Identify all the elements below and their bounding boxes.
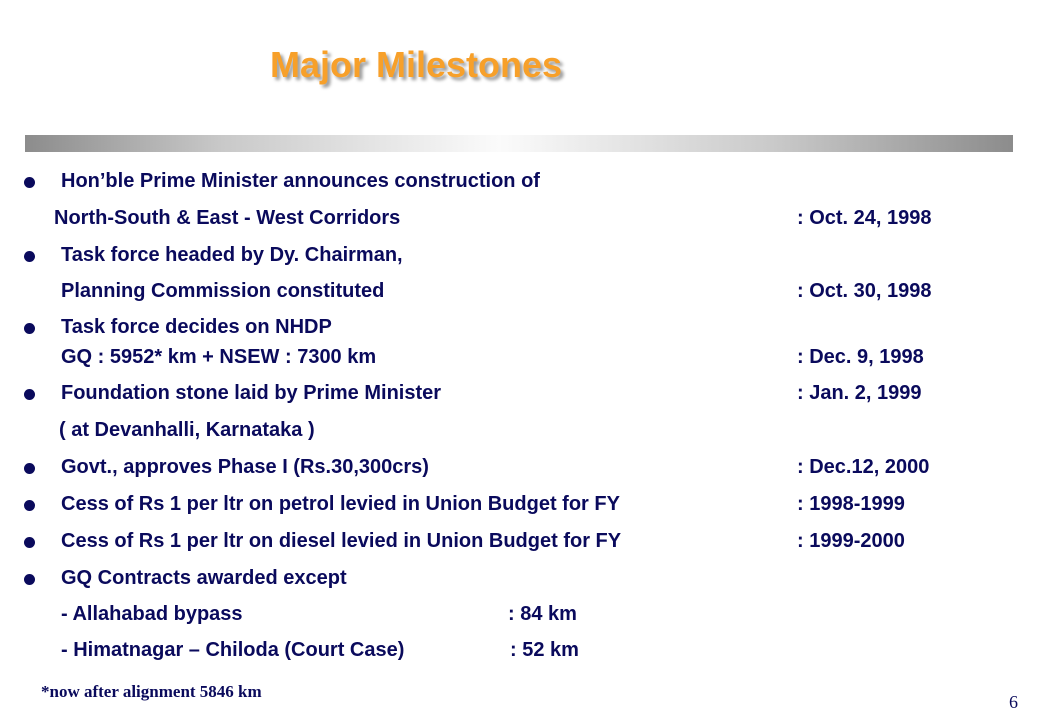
milestone-text: Cess of Rs 1 per ltr on petrol levied in Union Budget for FY bbox=[61, 493, 620, 515]
milestone-text: Foundation stone laid by Prime Minister bbox=[61, 382, 442, 404]
milestone-text: North-South & East - West Corridors bbox=[54, 207, 401, 229]
milestone-text: Task force decides on NHDP bbox=[61, 316, 332, 338]
milestone-row bbox=[0, 493, 1040, 517]
milestone-text: ( at Devanhalli, Karnataka ) bbox=[59, 419, 315, 441]
milestone-row bbox=[0, 456, 1040, 480]
milestone-text: GQ Contracts awarded except bbox=[61, 567, 347, 589]
bullet-icon bbox=[24, 574, 35, 585]
milestone-text: Planning Commission constituted bbox=[61, 280, 385, 302]
slide-title: Major Milestones bbox=[270, 44, 563, 85]
milestone-text: GQ : 5952* km + NSEW : 7300 km bbox=[61, 346, 377, 368]
milestone-row bbox=[0, 603, 1040, 627]
milestone-date: : Oct. 24, 1998 bbox=[797, 207, 932, 229]
milestone-text: - Himatnagar – Chiloda (Court Case) bbox=[61, 639, 405, 661]
milestone-date: : 1999-2000 bbox=[797, 530, 905, 552]
milestone-row bbox=[0, 316, 1040, 340]
milestone-row bbox=[0, 346, 1040, 370]
bullet-icon bbox=[24, 323, 35, 334]
milestone-row bbox=[0, 382, 1040, 406]
bullet-icon bbox=[24, 251, 35, 262]
bullet-icon bbox=[24, 537, 35, 548]
page-number: 6 bbox=[1009, 692, 1018, 712]
milestone-text: Govt., approves Phase I (Rs.30,300crs) bbox=[61, 456, 429, 478]
milestone-text: Task force headed by Dy. Chairman, bbox=[61, 244, 403, 266]
milestone-text: Cess of Rs 1 per ltr on diesel levied in Union Budget for FY bbox=[61, 530, 622, 552]
title-divider bbox=[25, 135, 1013, 152]
milestone-date: : Jan. 2, 1999 bbox=[797, 382, 922, 404]
bullet-icon bbox=[24, 500, 35, 511]
milestone-row bbox=[0, 280, 1040, 304]
bullet-icon bbox=[24, 463, 35, 474]
milestone-text: - Allahabad bypass bbox=[61, 603, 243, 625]
milestone-length: : 52 km bbox=[510, 639, 579, 661]
milestone-row bbox=[0, 419, 1040, 443]
bullet-icon bbox=[24, 177, 35, 188]
milestone-text: Hon’ble Prime Minister announces construction of bbox=[61, 170, 540, 192]
milestone-row bbox=[0, 244, 1040, 268]
milestone-date: : Oct. 30, 1998 bbox=[797, 280, 932, 302]
milestone-date: : Dec. 9, 1998 bbox=[797, 346, 924, 368]
milestone-date: : Dec.12, 2000 bbox=[797, 456, 930, 478]
milestone-row bbox=[0, 207, 1040, 231]
bullet-icon bbox=[24, 389, 35, 400]
milestone-row bbox=[0, 170, 1040, 194]
milestone-row bbox=[0, 639, 1040, 663]
milestone-row bbox=[0, 567, 1040, 591]
milestone-length: : 84 km bbox=[508, 603, 577, 625]
milestone-date: : 1998-1999 bbox=[797, 493, 905, 515]
footnote: *now after alignment 5846 km bbox=[41, 682, 262, 701]
milestone-row bbox=[0, 530, 1040, 554]
